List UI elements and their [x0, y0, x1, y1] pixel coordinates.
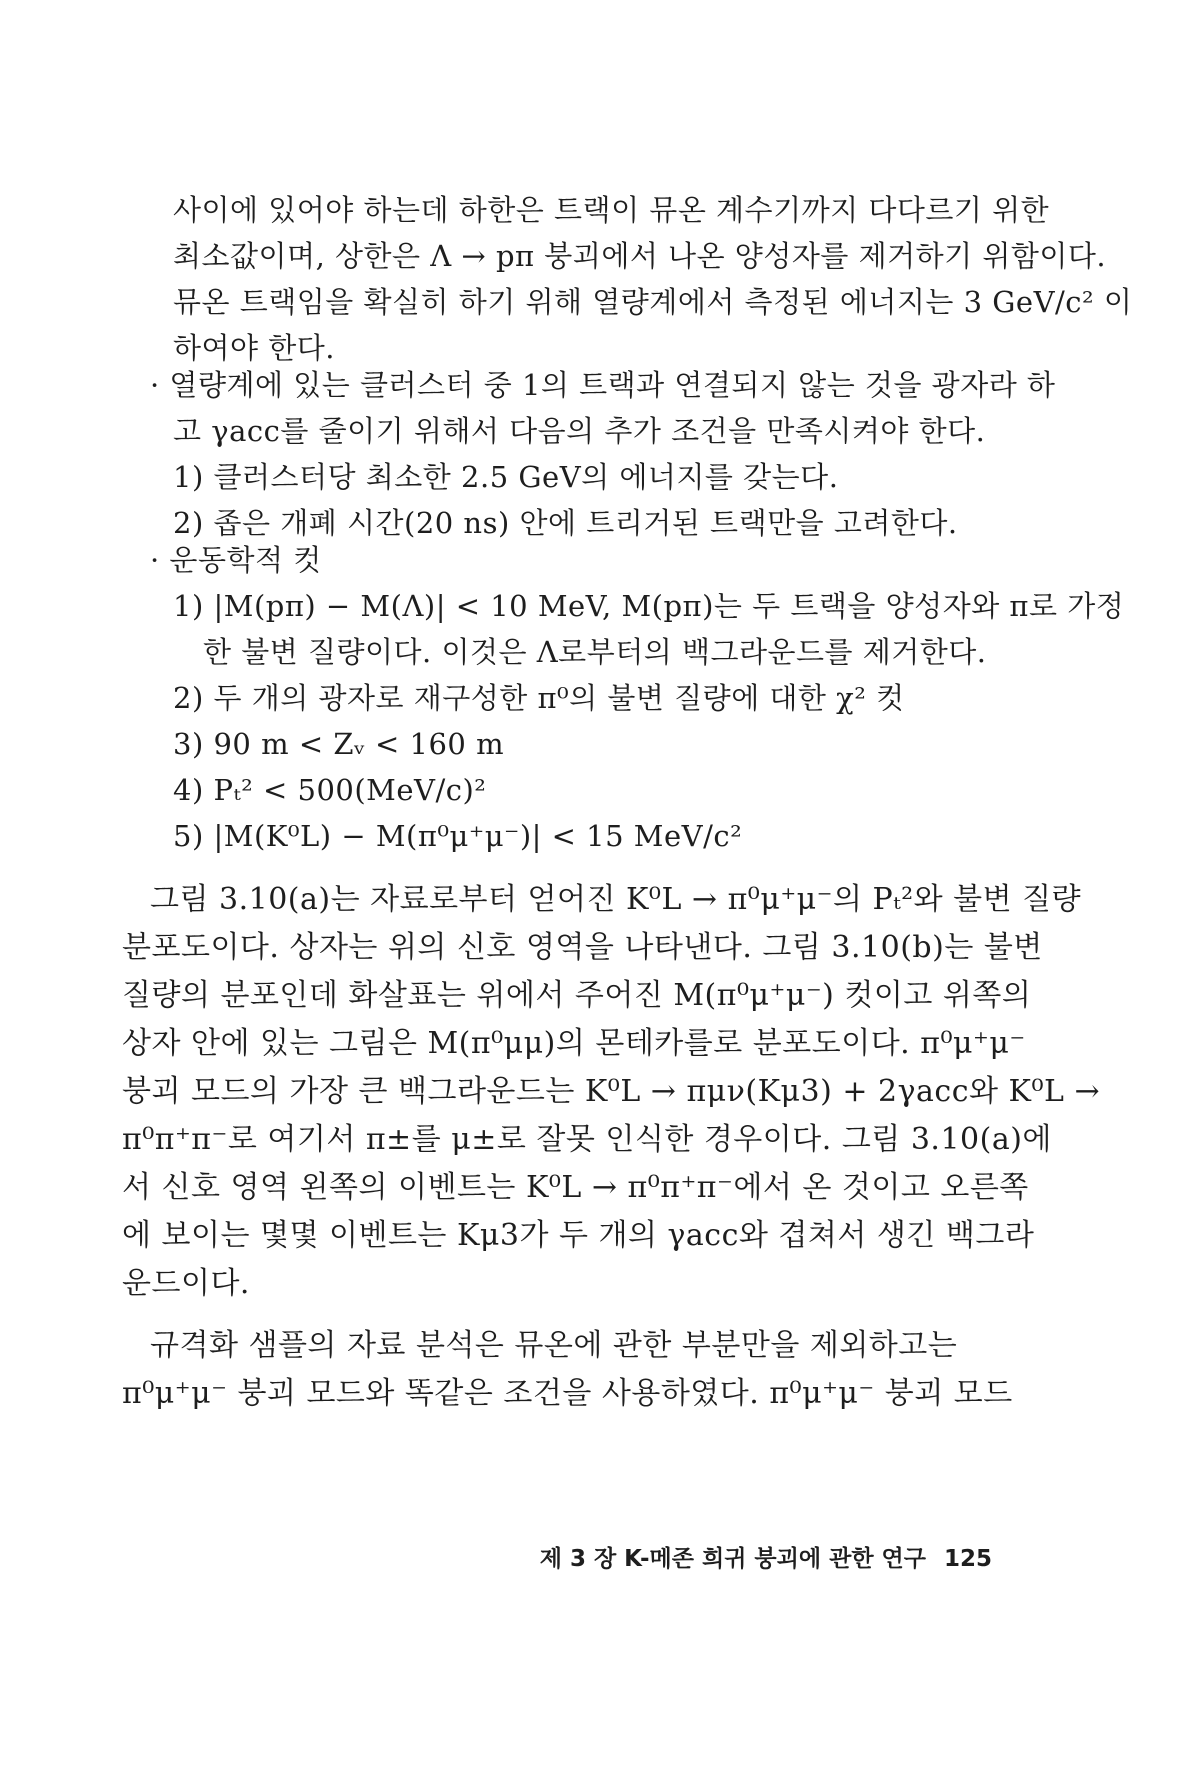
paragraph-line: π⁰μ⁺μ⁻ 붕괴 모드와 똑같은 조건을 사용하였다. π⁰μ⁺μ⁻ 붕괴 모드 [122, 1376, 1013, 1411]
chapter-title: 제 3 장 K-메존 희귀 붕괴에 관한 연구 [539, 1546, 926, 1572]
paragraph-line: 운드이다. [122, 1266, 250, 1301]
list-item: 5) |M(K⁰L) − M(π⁰μ⁺μ⁻)| < 15 MeV/c² [173, 819, 743, 853]
list-item: 1) |M(pπ) − M(Λ)| < 10 MeV, M(pπ)는 두 트랙을 양성자와 π로 가정 [173, 589, 1125, 623]
list-item: 1) 클러스터당 최소한 2.5 GeV의 에너지를 갖는다. [173, 460, 839, 494]
bullet-line: 고 γacc를 줄이기 위해서 다음의 추가 조건을 만족시켜야 한다. [173, 414, 986, 448]
bullet-line: · 운동학적 컷 [150, 543, 322, 577]
paragraph-line: 에 보이는 몇몇 이벤트는 Kμ3가 두 개의 γacc와 겹쳐서 생긴 백그라 [122, 1218, 1035, 1253]
paragraph-line: π⁰π⁺π⁻로 여기서 π±를 μ±로 잘못 인식한 경우이다. 그림 3.10(a)에 [122, 1122, 1052, 1157]
paragraph-line: 서 신호 영역 왼쪽의 이벤트는 K⁰L → π⁰π⁺π⁻에서 온 것이고 오른쪽 [122, 1170, 1029, 1205]
paragraph-line: 붕괴 모드의 가장 큰 백그라운드는 K⁰L → πμν(Kμ3) + 2γacc와 K⁰L → [122, 1074, 1101, 1109]
list-item: 4) Pₜ² < 500(MeV/c)² [173, 773, 487, 807]
list-item: 3) 90 m < Zᵥ < 160 m [173, 727, 505, 761]
list-item: 2) 두 개의 광자로 재구성한 π⁰의 불변 질량에 대한 χ² 컷 [173, 681, 905, 715]
paragraph-line: 그림 3.10(a)는 자료로부터 얻어진 K⁰L → π⁰μ⁺μ⁻의 Pₜ²와 불변 질량 [150, 882, 1082, 917]
running-footer [530, 1542, 992, 1576]
paragraph-line: 규격화 샘플의 자료 분석은 뮤온에 관한 부분만을 제외하고는 [150, 1328, 958, 1363]
text-line: 하여야 한다. [173, 331, 336, 365]
bullet-line: · 열량계에 있는 클러스터 중 1의 트랙과 연결되지 않는 것을 광자라 하 [150, 368, 1056, 402]
page-number: 125 [943, 1546, 992, 1572]
text-line: 최소값이며, 상한은 Λ → pπ 붕괴에서 나온 양성자를 제거하기 위함이다. [173, 239, 1107, 273]
paragraph-line: 질량의 분포인데 화살표는 위에서 주어진 M(π⁰μ⁺μ⁻) 컷이고 위쪽의 [122, 978, 1032, 1013]
text-line: 뮤온 트랙임을 확실히 하기 위해 열량계에서 측정된 에너지는 3 GeV/c² 이 [173, 285, 1133, 319]
list-item: 2) 좁은 개폐 시간(20 ns) 안에 트리거된 트랙만을 고려한다. [173, 506, 958, 540]
text-line: 사이에 있어야 하는데 하한은 트랙이 뮤온 계수기까지 다다르기 위한 [173, 193, 1050, 227]
paragraph-line: 상자 안에 있는 그림은 M(π⁰μμ)의 몬테카를로 분포도이다. π⁰μ⁺μ⁻ [122, 1026, 1026, 1061]
paragraph-line: 분포도이다. 상자는 위의 신호 영역을 나타낸다. 그림 3.10(b)는 불변 [122, 930, 1043, 965]
list-item-continuation: 한 불변 질량이다. 이것은 Λ로부터의 백그라운드를 제거한다. [203, 635, 987, 669]
